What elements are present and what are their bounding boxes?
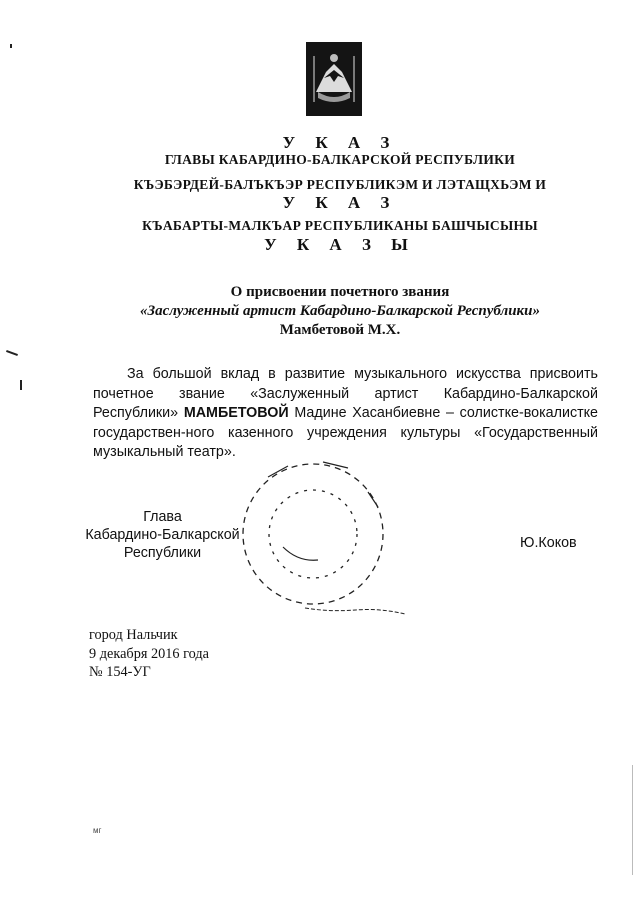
coat-of-arms-emblem: [306, 42, 362, 116]
decree-body: [93, 365, 598, 463]
header-line-3: КЪАБАРТЫ-МАЛКЪАР РЕСПУБЛИКАНЫ БАШЧЫСЫНЫ: [142, 218, 538, 233]
decree-title-line-2: «Заслуженный артист Кабардино-Балкарской Республики»: [140, 303, 540, 319]
signatory-title-line-3: Республики: [123, 545, 202, 561]
header-line-1: ГЛАВЫ КАБАРДИНО-БАЛКАРСКОЙ РЕСПУБЛИКИ: [164, 152, 516, 167]
body-text-start: За большой вклад в развитие музыкального искусства присвоить почетное звание «Заслуженный артист Кабардино-Балкарской Республики»: [93, 366, 598, 421]
signatory-title: [80, 508, 245, 562]
body-text-end: Мадине Хасанбиевне – солистке-вокалистке государствен-ного казенного учреждения культуры «Государственный музыкальный театр».: [93, 405, 599, 460]
decree-footer: [89, 626, 209, 682]
scan-mark: [6, 350, 18, 356]
signatory-title-line-2: Кабардино-Балкарской: [85, 527, 240, 543]
scan-mark: [10, 44, 12, 48]
body-name-bold: МАМБЕТОВОЙ: [183, 405, 289, 421]
bottom-initials: мг: [93, 826, 102, 835]
header-ukaz-2: У К А З: [282, 193, 398, 212]
decree-title-line-3: Мамбетовой М.Х.: [279, 322, 401, 338]
decree-title-line-1: О присвоении почетного звания: [230, 284, 450, 300]
scan-mark: [20, 380, 22, 390]
signatory-name: Ю.Коков: [520, 535, 577, 551]
header-line-2: КЪЭБЭРДЕЙ-БАЛЪКЪЭР РЕСПУБЛИКЭМ И ЛЭТАЩХЬЭМ И: [133, 177, 547, 192]
header-ukaz-1: У К А З: [282, 133, 398, 152]
footer-number: № 154-УГ: [89, 664, 151, 680]
scan-edge-line: [632, 765, 633, 875]
footer-city: город Нальчик: [89, 627, 178, 643]
signatory-title-line-1: Глава: [143, 509, 182, 525]
handwritten-signature-icon: [300, 590, 410, 620]
header-ukaz-3: У К А З Ы: [264, 235, 416, 254]
footer-date: 9 декабря 2016 года: [89, 645, 210, 662]
emblem-mountain-icon: [306, 42, 362, 116]
